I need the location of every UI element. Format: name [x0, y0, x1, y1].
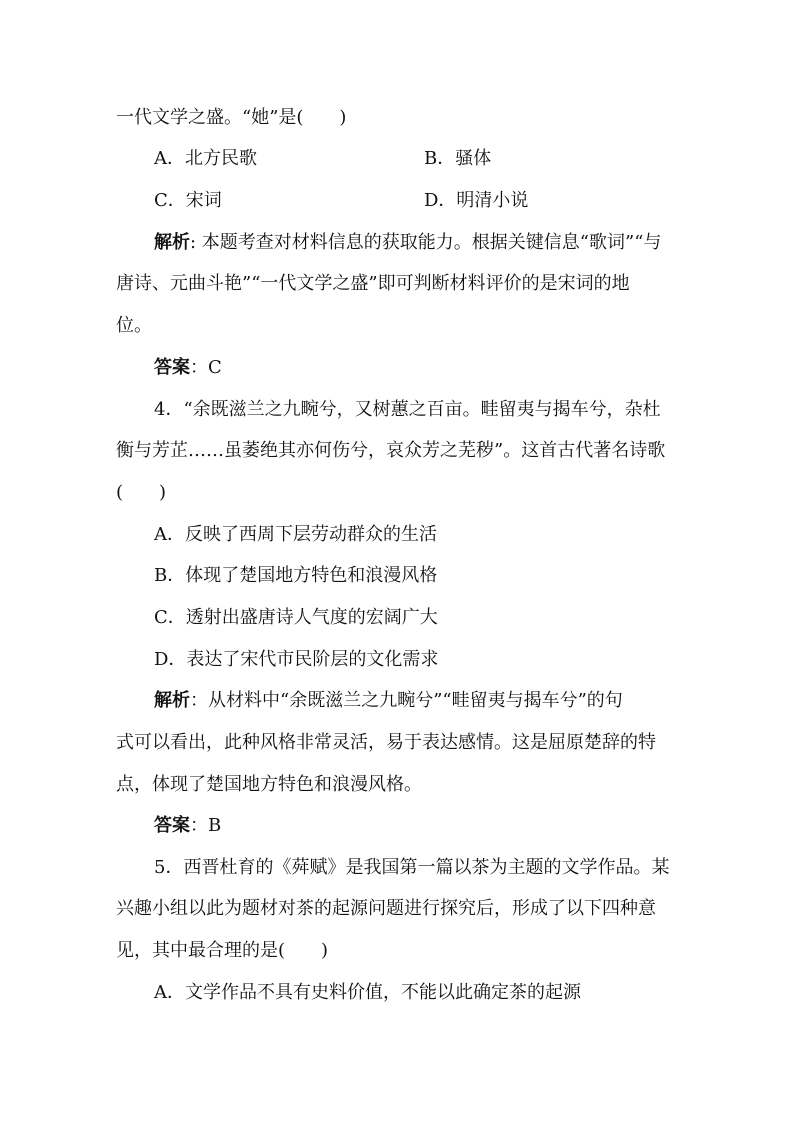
q3-analysis-text-1: : 本题考查对材料信息的获取能力。根据关键信息“歌词”“与 — [190, 232, 662, 253]
q3-option-d: D．明清小说 — [424, 190, 529, 211]
q4-stem-line-2: 衡与芳芷……虽萎绝其亦何伤兮，哀众芳之芜秽”。这首古代著名诗歌 — [116, 440, 666, 461]
q4-option-a: A．反映了西周下层劳动群众的生活 — [154, 524, 437, 545]
q4-analysis-line-2: 式可以看出，此种风格非常灵活，易于表达感情。这是屈原楚辞的特 — [116, 732, 656, 753]
q5-stem-line-3: 见，其中最合理的是( ) — [116, 940, 329, 961]
q3-analysis-label: 解析 — [154, 232, 190, 253]
q4-analysis-text-1: ：从材料中“余既滋兰之九畹兮”“畦留夷与揭车兮”的句 — [190, 690, 623, 711]
q3-stem-tail: 一代文学之盛。“她”是( ) — [116, 107, 347, 128]
q3-answer-value: ：C — [190, 357, 222, 378]
q4-answer-label: 答案 — [154, 815, 190, 836]
q4-analysis-line-1 — [154, 689, 623, 713]
q3-analysis-line-2: 唐诗、元曲斗艳”“一代文学之盛”即可判断材料评价的是宋词的地 — [116, 273, 630, 294]
q3-analysis-line-3: 位。 — [116, 315, 152, 336]
q4-analysis-label: 解析 — [154, 690, 190, 711]
q4-option-d: D．表达了宋代市民阶层的文化需求 — [154, 649, 439, 670]
q4-answer-value: ：B — [190, 815, 222, 836]
q3-option-b: B．骚体 — [424, 148, 492, 169]
q4-stem-line-3: ( ) — [116, 482, 167, 503]
q3-analysis-line-1 — [154, 231, 661, 255]
q4-answer — [154, 814, 221, 838]
q4-option-b: B．体现了楚国地方特色和浪漫风格 — [154, 565, 438, 586]
q5-option-a: A．文学作品不具有史料价值，不能以此确定茶的起源 — [154, 982, 581, 1003]
q3-answer-label: 答案 — [154, 357, 190, 378]
q3-answer — [154, 356, 222, 380]
q3-option-c: C．宋词 — [154, 190, 222, 211]
q4-analysis-line-3: 点，体现了楚国地方特色和浪漫风格。 — [116, 774, 422, 795]
q4-option-c: C．透射出盛唐诗人气度的宏阔广大 — [154, 607, 438, 628]
q5-stem-line-2: 兴趣小组以此为题材对茶的起源问题进行探究后，形成了以下四种意 — [116, 898, 656, 919]
q5-stem-line-1: 5．西晋杜育的《荈赋》是我国第一篇以茶为主题的文学作品。某 — [154, 857, 670, 878]
q3-option-a: A．北方民歌 — [154, 148, 257, 169]
q4-stem-line-1: 4．“余既滋兰之九畹兮，又树蕙之百亩。畦留夷与揭车兮，杂杜 — [154, 399, 661, 420]
